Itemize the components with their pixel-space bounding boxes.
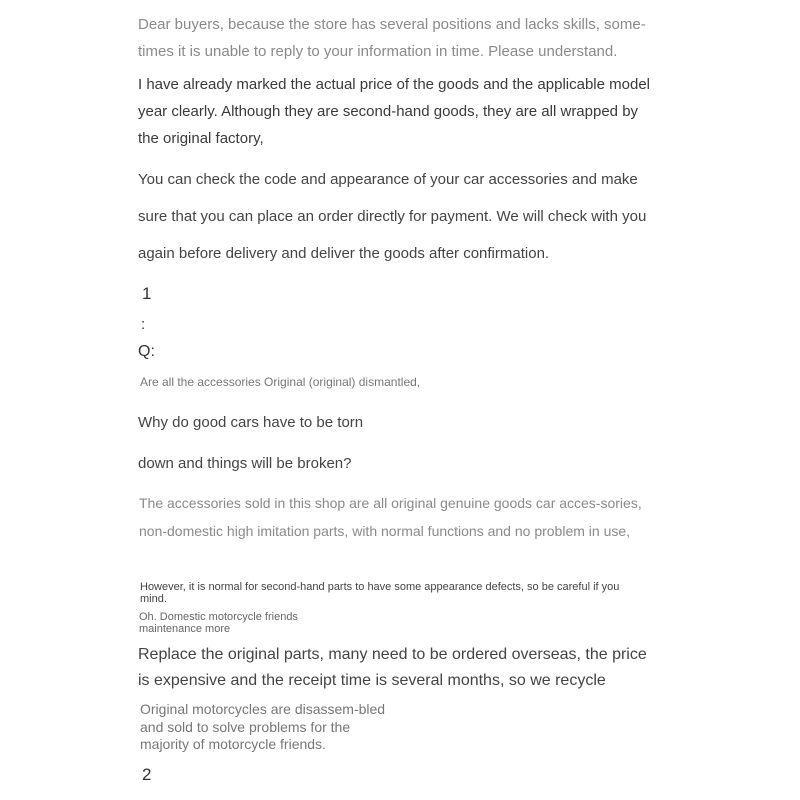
faq-number: 2 xyxy=(142,765,152,784)
faq-conclusion-paragraph: Original motorcycles are disassem-bled and sold to solve problems for the majority of motorcycle friends. xyxy=(140,701,386,752)
check-note-paragraph: You can check the code and appearance of your car accessories and make sure that you can place an order directly for payment. We will check with you again before delivery and deliver the goods after confirmation. xyxy=(138,171,647,262)
faq-question-label: Q: xyxy=(138,343,155,360)
faq-replace-paragraph: Replace the original parts, many need to be ordered overseas, the price is expensive and the receipt time is several months, so we recycle xyxy=(138,646,647,689)
faq-number: 1 xyxy=(142,284,152,303)
faq-domestic-note-line1: Oh. Domestic motorcycle friends xyxy=(139,611,298,623)
price-note-paragraph: I have already marked the actual price of the goods and the applicable model year clearly. Although they are second-hand goods, they are all wrapped by the original factory, xyxy=(138,76,650,147)
faq-domestic-note-line2: maintenance more xyxy=(139,623,231,635)
faq-question-why xyxy=(138,402,538,484)
faq-colon: : xyxy=(141,316,146,333)
faq-defects-note: However, it is normal for second-hand parts to have some appearance defects, so be careful if you mind. xyxy=(140,581,620,605)
store-notice-paragraph: Dear buyers, because the store has several positions and lacks skills, some-times it is unable to reply to your information in time. Please understand. xyxy=(138,16,646,60)
faq-domestic-note xyxy=(139,611,439,635)
faq-answer-paragraph: The accessories sold in this shop are all original genuine goods car acces-sories, non-domestic high imitation parts, with normal functions and no problem in use, xyxy=(139,495,642,539)
faq-question-text: Are all the accessories Original (original) dismantled, xyxy=(140,375,421,389)
faq-question-why-line2: down and things will be broken? xyxy=(138,455,352,472)
faq-question-why-line1: Why do good cars have to be torn xyxy=(138,414,364,431)
